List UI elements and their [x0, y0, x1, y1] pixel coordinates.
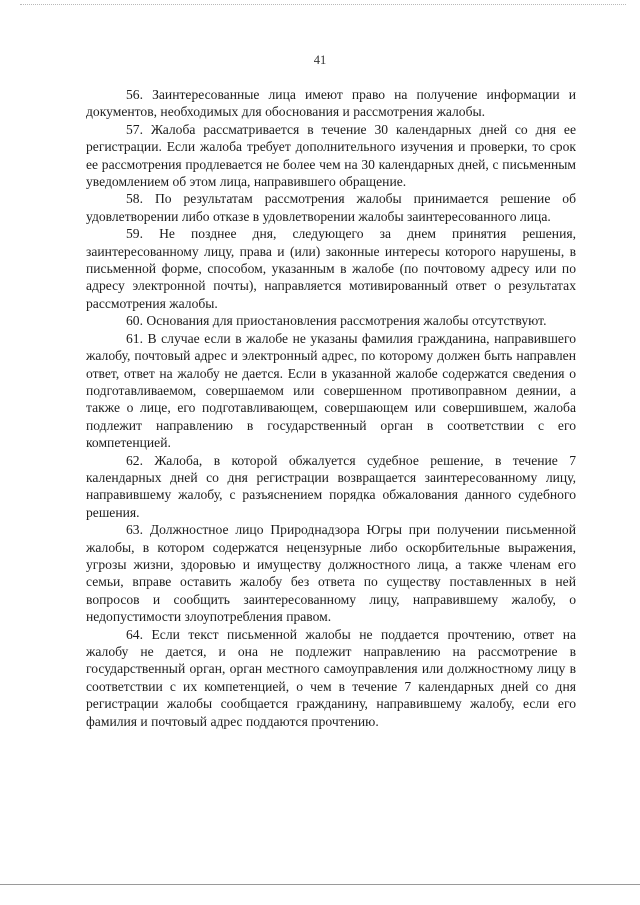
paragraph-number: 58. — [126, 191, 143, 207]
paragraph-56 — [86, 86, 576, 121]
paragraph-text: По результатам рассмотрения жалобы принимается решение об удовлетворении либо отказе в удовлетворении жалобы заинтересованного лица. — [86, 191, 576, 224]
paragraph-text: Если текст письменной жалобы не поддается прочтению, ответ на жалобу не дается, и она не подлежит направлению на рассмотрение в государственный орган, орган местного самоуправления или должностному лицу в соответствии с их компетенцией, о чем в течение 7 календарных дней со дня регистрации жалобы сообщается гражданину, направившему жалобу, если его фамилия и почтовый адрес поддаются прочтению. — [86, 626, 576, 729]
paragraph-number: 59. — [126, 226, 143, 242]
paragraph-text: Не позднее дня, следующего за днем принятия решения, заинтересованному лицу, права и (или) законные интересы которого нарушены, в письменной форме, способом, указанным в жалобе (по почтовому адресу или по адресу электронной почты), направляется мотивированный ответ о результатах рассмотрения жалобы. — [86, 226, 576, 311]
paragraph-text: Жалоба, в которой обжалуется судебное решение, в течение 7 календарных дней со дня регистрации возвращается заинтересованному лицу, направившему жалобу, с разъяснением порядка обжалования данного судебного решения. — [86, 452, 576, 520]
paragraph-text: Заинтересованные лица имеют право на получение информации и документов, необходимых для обоснования и рассмотрения жалобы. — [86, 87, 576, 120]
paragraph-text: Основания для приостановления рассмотрения жалобы отсутствуют. — [146, 313, 547, 329]
paragraph-57 — [86, 121, 576, 191]
paragraph-number: 61. — [126, 330, 143, 346]
scan-top-edge — [20, 4, 626, 5]
paragraph-62 — [86, 452, 576, 522]
paragraph-58 — [86, 190, 576, 225]
page-number: 41 — [313, 53, 327, 67]
paragraph-63 — [86, 521, 576, 625]
paragraph-text: В случае если в жалобе не указаны фамилия гражданина, направившего жалобу, почтовый адрес и электронный адрес, по которому должен быть направлен ответ, ответ на жалобу не дается. Если в указанной жалобе содержатся сведения о подготавливаемом, совершаемом или совершенном противоправном деянии, а также о лице, его подготавливающем, совершающем или совершившем, жалоба подлежит направлению в государственный орган в соответствии с его компетенцией. — [86, 330, 576, 451]
paragraph-number: 62. — [126, 452, 143, 468]
paragraph-text: Должностное лицо Природнадзора Югры при получении письменной жалобы, в котором содержатся нецензурные либо оскорбительные выражения, угрозы жизни, здоровью и имуществу должностного лица, а также членам его семьи, вправе оставить жалобу без ответа по существу поставленных в ней вопросов и сообщить заинтересованному лицу, направившему жалобу, о недопустимости злоупотребления правом. — [86, 522, 576, 625]
paragraph-61 — [86, 330, 576, 452]
paragraph-60 — [86, 312, 576, 329]
paragraph-number: 64. — [126, 626, 143, 642]
paragraph-number: 56. — [126, 87, 143, 102]
paragraph-64 — [86, 626, 576, 730]
paragraph-text: Жалоба рассматривается в течение 30 календарных дней со дня ее регистрации. Если жалоба требует дополнительного изучения и проверки, то срок ее рассмотрения продлевается не более чем на 30 календарных дней, с письменным уведомлением об этом лица, направившего обращение. — [86, 121, 576, 190]
scan-bottom-edge — [0, 884, 640, 885]
document-body — [86, 86, 576, 730]
paragraph-59 — [86, 225, 576, 312]
paragraph-number: 57. — [126, 121, 143, 137]
paragraph-number: 63. — [126, 522, 143, 538]
paragraph-number: 60. — [126, 313, 143, 329]
